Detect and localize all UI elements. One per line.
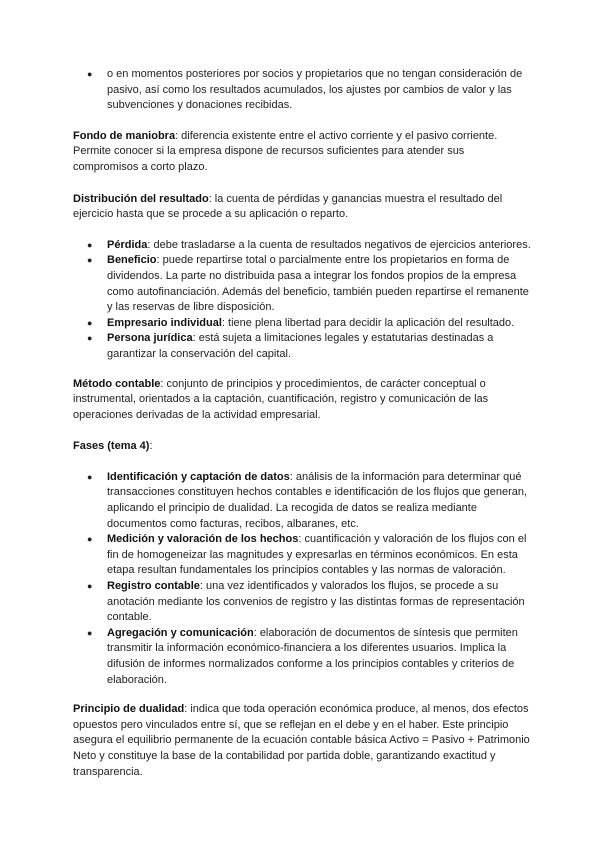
term: Fases (tema 4) xyxy=(73,440,150,453)
list-item xyxy=(73,253,532,315)
fondo-paragraph xyxy=(73,129,532,176)
fases-heading xyxy=(73,439,532,455)
item-text: : elaboración de documentos de síntesis que permiten transmitir la información económico-financiera a los diferentes usuarios. Implica la difusión de informes normalizados conforme a los principios contables y criterios de elaboración. xyxy=(107,626,518,686)
item-text: o en momentos posteriores por socios y propietarios que no tengan consideración de pasivo, así como los resultados acumulados, los ajustes por cambios de valor y las subvenciones y donaciones recibidas. xyxy=(107,68,523,112)
item-term: Identificación y captación de datos xyxy=(107,470,290,483)
metodo-paragraph xyxy=(73,377,532,424)
list-item xyxy=(73,532,532,579)
item-text: : análisis de la información para determinar qué transacciones constituyen hechos contables e identificación de los flujos que generan, aplicando el principio de dualidad. La recogida de datos se realiza mediante documentos como facturas, recibos, albaranes, etc. xyxy=(107,470,528,530)
list-item xyxy=(73,626,532,688)
dualidad-paragraph xyxy=(73,702,532,780)
term: Principio de dualidad xyxy=(73,703,185,716)
definition: : la cuenta de pérdidas y ganancias muestra el resultado del ejercicio hasta que se procede a su aplicación o reparto. xyxy=(73,192,503,221)
item-text: : tiene plena libertad para decidir la aplicación del resultado. xyxy=(221,316,515,329)
item-term: Registro contable xyxy=(107,580,200,593)
item-text: : puede repartirse total o parcialmente entre los propietarios en forma de dividendos. La parte no distribuida pasa a integrar los fondos propios de la empresa como autofinanciación. Además del beneficio, también pueden repartirse el remanente y las reservas de libre disposición. xyxy=(107,254,529,314)
definition: : xyxy=(149,440,153,453)
list-item xyxy=(73,316,532,332)
term: Fondo de maniobra xyxy=(73,129,176,142)
item-term: Agregación y comunicación xyxy=(107,626,254,639)
list-item xyxy=(73,470,532,532)
intro-list xyxy=(73,67,532,114)
definition: : indica que toda operación económica produce, al menos, dos efectos opuestos pero vinculados entre sí, que se reflejan en el debe y en el haber. Este principio asegura el equilibrio permanente de la ecuación contable básica Activo = Pasivo + Patrimonio Neto y constituye la base de la contabilidad por partida doble, garantizando exactitud y transparencia. xyxy=(73,703,530,778)
item-term: Persona jurídica xyxy=(107,332,193,345)
item-text: : cuantificación y valoración de los flujos con el fin de homogeneizar las magnitudes y expresarlas en términos económicos. En esta etapa resultan fundamentales los principios contables y las normas de valoración. xyxy=(107,533,527,577)
definition: : conjunto de principios y procedimientos, de carácter conceptual o instrumental, orientados a la captación, cuantificación, registro y comunicación de las operaciones derivadas de la actividad empresarial. xyxy=(73,377,489,421)
item-text: : debe trasladarse a la cuenta de resultados negativos de ejercicios anteriores. xyxy=(147,238,531,251)
list-item xyxy=(73,331,532,362)
item-text: : está sujeta a limitaciones legales y estatutarias destinadas a garantizar la conservación del capital. xyxy=(107,332,494,360)
item-term: Empresario individual xyxy=(107,316,222,329)
list-item xyxy=(73,238,532,254)
list-item xyxy=(73,67,532,114)
item-text: : una vez identificados y valorados los flujos, se procede a su anotación mediante los convenios de registro y las distintas formas de representación contable. xyxy=(107,580,525,624)
item-term: Medición y valoración de los hechos xyxy=(107,533,299,546)
list-item xyxy=(73,579,532,626)
definition: : diferencia existente entre el activo corriente y el pasivo corriente. Permite conocer si la empresa dispone de recursos suficientes para atender sus compromisos a corto plazo. xyxy=(73,129,498,173)
distribucion-paragraph xyxy=(73,192,532,223)
distribucion-list xyxy=(73,238,532,363)
term: Distribución del resultado xyxy=(73,192,209,205)
fases-list xyxy=(73,470,532,688)
item-term: Pérdida xyxy=(107,238,148,251)
term: Método contable xyxy=(73,377,161,390)
item-term: Beneficio xyxy=(107,254,157,267)
